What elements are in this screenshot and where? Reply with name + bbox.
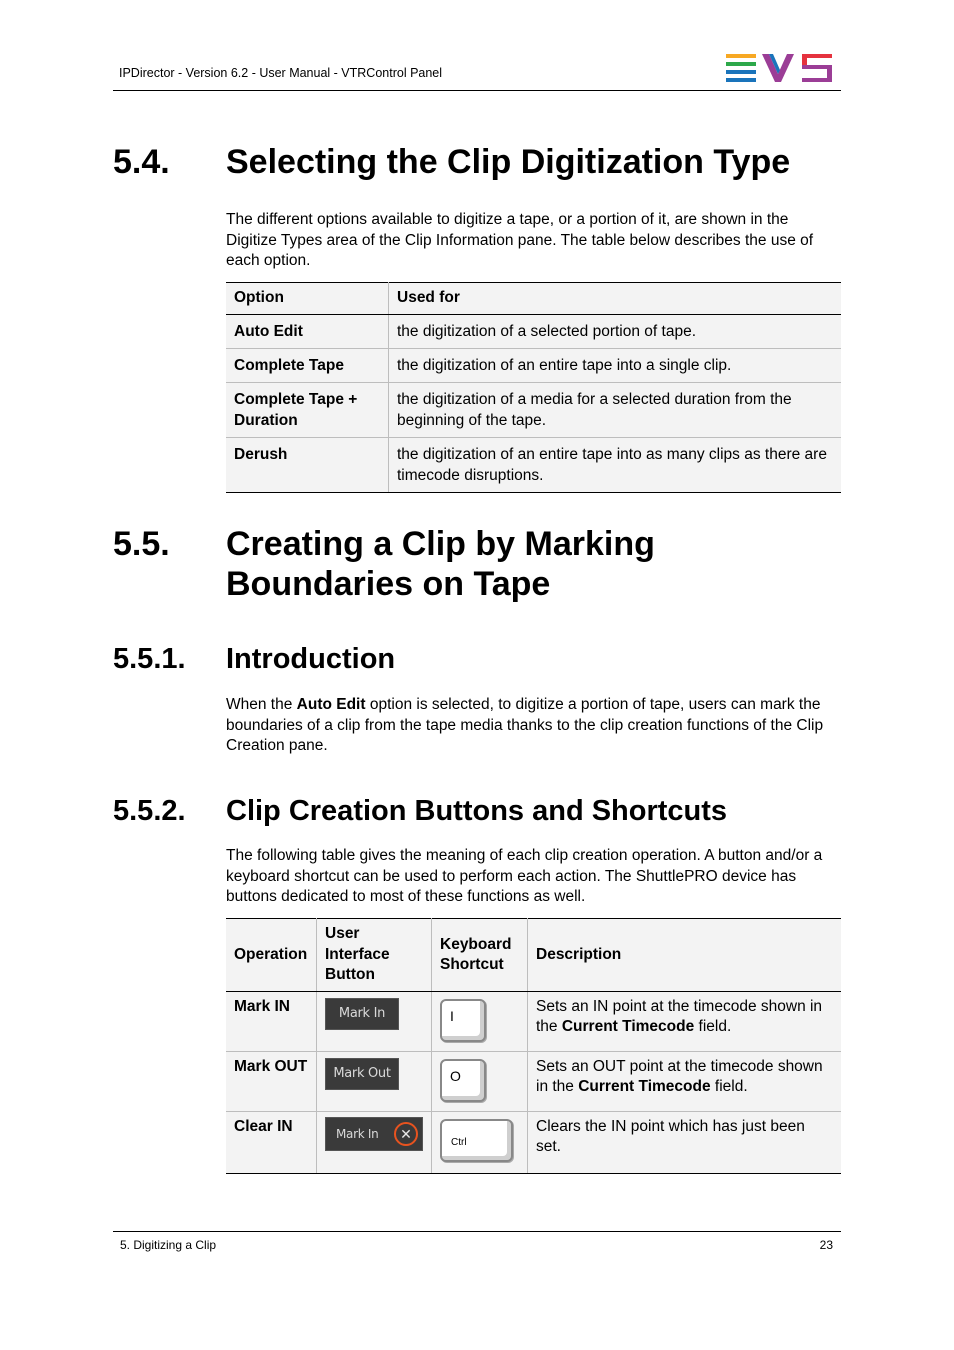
section-number: 5.5.1. [113, 643, 186, 675]
keyboard-key-icon: O [440, 1059, 486, 1102]
keyboard-key-icon: I [440, 999, 486, 1042]
evs-logo [726, 54, 834, 82]
text-run: Clears the IN point which has just been set. [536, 1118, 805, 1155]
used-for-cell: the digitization of a selected portion of tape. [389, 315, 842, 349]
operation-cell: Mark IN [226, 992, 317, 1052]
table-row [226, 315, 841, 349]
bold-term: Current Timecode [561, 1018, 695, 1035]
option-cell: Auto Edit [226, 315, 389, 349]
keyboard-cell [432, 992, 528, 1052]
table-row [226, 383, 841, 438]
table-row [226, 992, 841, 1052]
ui-button-cell [317, 1052, 432, 1112]
ui-button-cell [317, 992, 432, 1052]
option-cell: Complete Tape [226, 349, 389, 383]
section-title: Clip Creation Buttons and Shortcuts [226, 795, 728, 827]
section-5-4-intro: The different options available to digitize a tape, or a portion of it, are shown in the Digitize Types area of the Clip Information pane. The table below describes the use of each option. [226, 211, 814, 269]
table-header-row [226, 283, 841, 315]
column-header-operation: Operation [226, 919, 317, 992]
column-header-description: Description [528, 919, 842, 992]
keyboard-key-icon: Ctrl [440, 1119, 513, 1162]
table-row [226, 1052, 841, 1112]
column-header-option: Option [226, 283, 389, 315]
text-run: field. [694, 1018, 732, 1035]
keyboard-cell [432, 1052, 528, 1112]
footer-chapter: 5. Digitizing a Clip [120, 1238, 217, 1252]
mark-out-button[interactable]: Mark Out [325, 1058, 399, 1090]
header-rule [113, 90, 841, 91]
section-title: Selecting the Clip Digitization Type [226, 143, 791, 181]
running-header: IPDirector - Version 6.2 - User Manual - VTRControl Panel [119, 66, 443, 80]
section-number: 5.5. [113, 525, 170, 563]
section-5-5-1-paragraph [226, 695, 842, 757]
operation-cell: Clear IN [226, 1112, 317, 1174]
footer-rule [113, 1231, 841, 1232]
clear-x-icon[interactable]: ✕ [394, 1122, 418, 1146]
used-for-cell: the digitization of a media for a selected duration from the beginning of the tape. [389, 383, 842, 438]
section-number: 5.4. [113, 143, 170, 181]
operation-cell: Mark OUT [226, 1052, 317, 1112]
ui-button-cell [317, 1112, 432, 1174]
column-header-ui-button: User Interface Button [317, 919, 432, 992]
used-for-cell: the digitization of an entire tape into a single clip. [389, 349, 842, 383]
mark-in-label: Mark In [336, 1127, 379, 1141]
text-run: Sets an IN point at the timecode shown in the [536, 998, 823, 1035]
digitize-types-table [226, 282, 841, 493]
text-run: field. [710, 1078, 748, 1095]
section-5-5-2-intro: The following table gives the meaning of each clip creation operation. A button and/or a keyboard shortcut can be used to perform each action. The ShuttlePRO device has buttons dedicated to most of these functions as well. [226, 847, 823, 905]
text-run: When the [226, 696, 297, 713]
used-for-cell: the digitization of an entire tape into as many clips as there are timecode disruptions. [389, 438, 842, 493]
bold-term: Current Timecode [578, 1078, 711, 1095]
description-cell [528, 992, 842, 1052]
bold-term: Auto Edit [296, 696, 366, 713]
description-cell [528, 1052, 842, 1112]
description-cell [528, 1112, 842, 1174]
text-run: Sets an OUT point at the timecode shown in the [536, 1058, 823, 1095]
keyboard-cell [432, 1112, 528, 1174]
section-title: Introduction [226, 643, 396, 675]
clip-creation-table [226, 918, 841, 1174]
section-number: 5.5.2. [113, 795, 186, 827]
text-run: option is selected, to digitize a portion of tape, users can mark the boundaries of a clip from the tape media thanks to the clip creation functions of the Clip Creation pane. [226, 696, 824, 754]
table-row [226, 438, 841, 493]
page-number: 23 [819, 1238, 833, 1252]
column-header-keyboard-shortcut: Keyboard Shortcut [432, 919, 528, 992]
column-header-used-for: Used for [389, 283, 842, 315]
clear-in-button[interactable] [325, 1117, 423, 1151]
table-row [226, 1112, 841, 1174]
option-cell: Derush [226, 438, 389, 493]
option-cell: Complete Tape + Duration [226, 383, 389, 438]
mark-in-button[interactable]: Mark In [325, 998, 399, 1030]
section-title: Creating a Clip by Marking Boundaries on Tape [226, 525, 655, 603]
table-row [226, 349, 841, 383]
table-header-row [226, 919, 841, 992]
